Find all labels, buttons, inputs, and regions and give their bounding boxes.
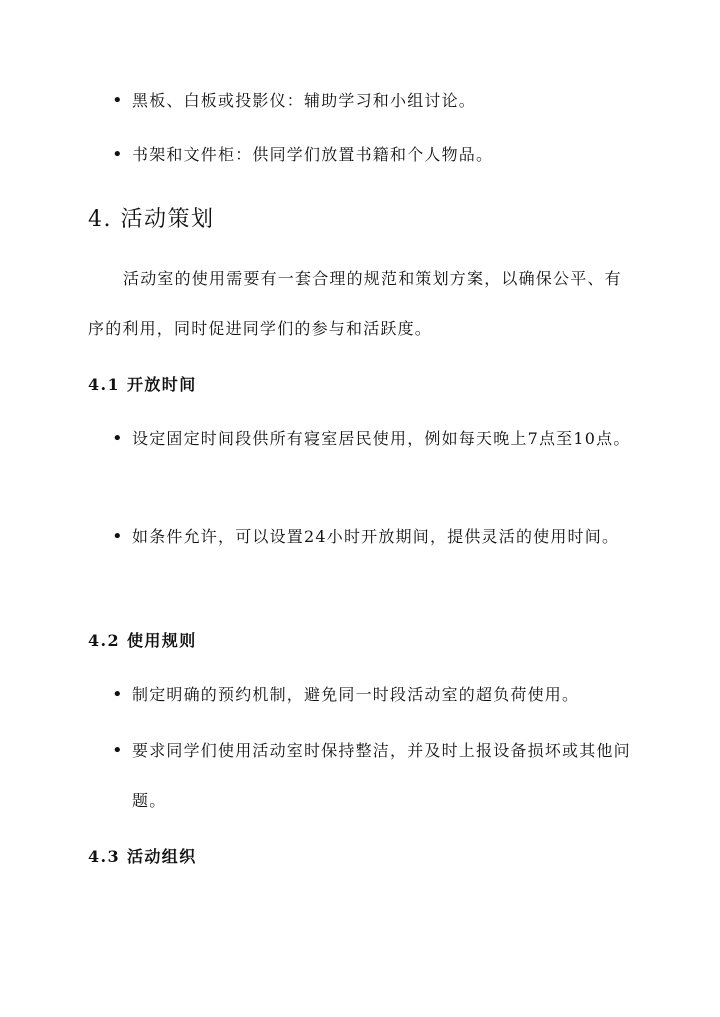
bullet-icon: •	[112, 684, 123, 705]
list-item-text: 黑板、白板或投影仪：辅助学习和小组讨论。	[132, 91, 477, 110]
list-item-text: 要求同学们使用活动室时保持整洁，并及时上报设备损坏或其他问题。	[132, 741, 631, 810]
list-item-text: 制定明确的预约机制，避免同一时段活动室的超负荷使用。	[132, 685, 580, 704]
subsection-heading: 4.1 开放时间	[88, 375, 197, 394]
bullet-icon: •	[112, 428, 123, 449]
section-heading: 4. 活动策划	[88, 207, 215, 232]
bullet-icon: •	[112, 740, 123, 761]
section-paragraph: 活动室的使用需要有一套合理的规范和策划方案，以确保公平、有序的利用，同时促进同学们的参与和活跃度。	[88, 269, 622, 338]
subsection-heading: 4.2 使用规则	[88, 631, 197, 650]
list-item-text: 如条件允许，可以设置24小时开放期间，提供灵活的使用时间。	[132, 527, 620, 546]
subsection-heading: 4.3 活动组织	[88, 847, 197, 866]
bullet-icon: •	[112, 144, 123, 165]
list-item-text: 设定固定时间段供所有寝室居民使用，例如每天晚上7点至10点。	[132, 429, 631, 448]
list-item-text: 书架和文件柜：供同学们放置书籍和个人物品。	[132, 145, 494, 164]
bullet-icon: •	[112, 90, 123, 111]
bullet-icon: •	[112, 526, 123, 547]
